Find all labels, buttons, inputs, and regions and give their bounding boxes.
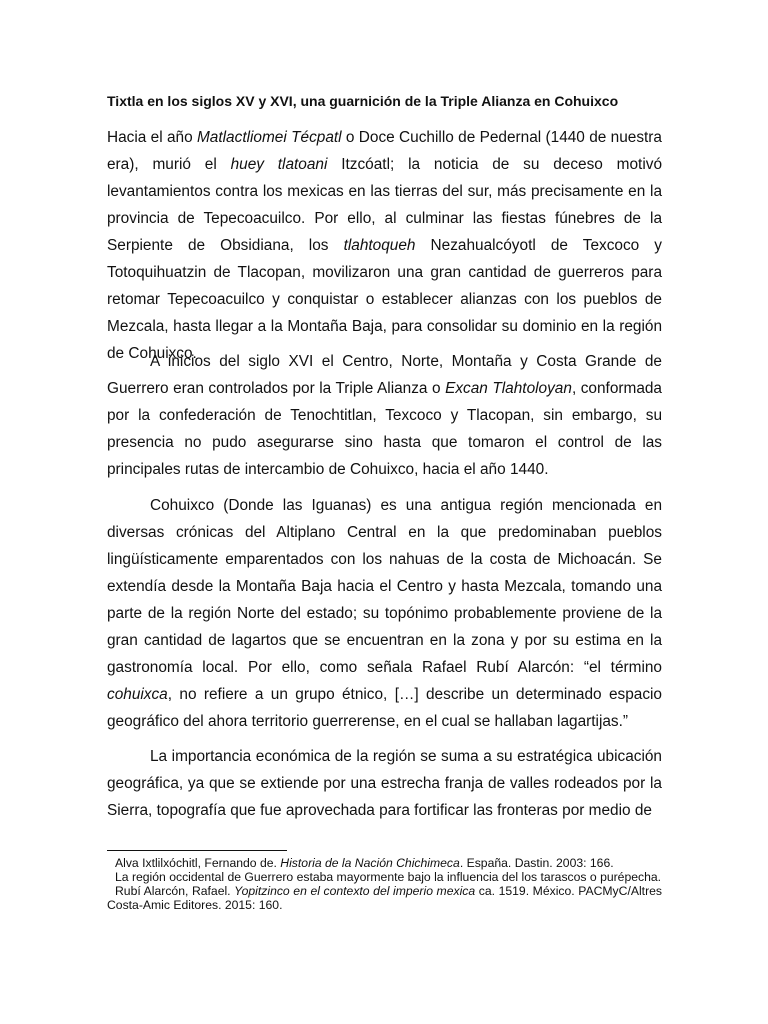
text-run: La importancia económica de la región se suma a su estratégica ubicación geográfica, ya que se extiende por una estrecha franja de valles rodeados por la Sierra, topografía que fue aprovechada para fortificar las fronteras por medio de xyxy=(107,748,662,819)
text-run: . España. Dastin. 2003: 166. xyxy=(459,856,614,870)
text-run: ca. 1519. México. PACMyC/Altres Costa-Amic Editores. 2015: 160. xyxy=(107,884,662,912)
text-run: Hacia el año xyxy=(107,129,197,146)
italic-text: huey tlatoani xyxy=(230,156,328,173)
paragraph-2 xyxy=(107,348,662,483)
footnote-divider xyxy=(107,850,287,851)
italic-text: Yopitzinco en el contexto del imperio mexica xyxy=(234,884,476,898)
text-run: Itzcóatl; la noticia de su deceso motivó levantamientos contra los mexicas en las tierras del sur, más precisamente en la provincia de Tepecoacuilco. Por ello, al culminar las fiestas fúnebres de la Serpiente de Obsidiana, los xyxy=(107,156,662,254)
text-run: , conformada por la confederación de Tenochtitlan, Texcoco y Tlacopan, sin embargo, su presencia no pudo asegurarse sino hasta que tomaron el control de las principales rutas de intercambio de Cohuixco, hacia el año 1440. xyxy=(107,380,662,478)
italic-text: Excan Tlahtoloyan xyxy=(445,380,572,397)
italic-text: tlahtoqueh xyxy=(343,237,416,254)
footnote-3 xyxy=(107,884,662,912)
italic-text: Matlactliomei Técpatl xyxy=(196,129,342,146)
footnotes xyxy=(107,856,662,912)
text-run: Alva Ixtlilxóchitl, Fernando de. xyxy=(115,856,281,870)
italic-text: cohuixca xyxy=(107,686,168,703)
document-title: Tixtla en los siglos XV y XVI, una guarnición de la Triple Alianza en Cohuixco xyxy=(107,93,619,109)
text-run: Nezahualcóyotl de Texcoco y Totoquihuatzin de Tlacopan, movilizaron una gran cantidad de guerreros para retomar Tepecoacuilco y conquistar o establecer alianzas con los pueblos de Mezcala, hasta llegar a la Montaña Baja, para consolidar su dominio en la región de Cohuixco. xyxy=(107,237,662,362)
paragraph-4 xyxy=(107,743,662,824)
paragraph-3 xyxy=(107,492,662,735)
italic-text: Historia de la Nación Chichimeca xyxy=(280,856,460,870)
text-run: , no refiere a un grupo étnico, […] describe un determinado espacio geográfico del ahora territorio guerrerense, en el cual se hallaban lagartijas.” xyxy=(107,686,662,730)
footnote-1 xyxy=(107,856,662,870)
text-run: Cohuixco (Donde las Iguanas) es una antigua región mencionada en diversas crónicas del Altiplano Central en la que predominaban pueblos lingüísticamente emparentados con los nahuas de la costa de Michoacán. Se extendía desde la Montaña Baja hacia el Centro y hasta Mezcala, tomando una parte de la región Norte del estado; su topónimo probablemente proviene de la gran cantidad de lagartos que se encuentran en la zona y por su estima en la gastronomía local. Por ello, como señala Rafael Rubí Alarcón: “el término xyxy=(107,497,662,676)
paragraph-1 xyxy=(107,124,662,367)
text-run: Rubí Alarcón, Rafael. xyxy=(115,884,235,898)
text-run: La región occidental de Guerrero estaba mayormente bajo la influencia del los tarascos o purépecha. xyxy=(115,870,662,884)
text-run: o Doce Cuchillo de Pedernal (1440 de nuestra era), murió el xyxy=(107,129,662,173)
footnote-2 xyxy=(107,870,662,884)
text-run: A inicios del siglo XVI el Centro, Norte, Montaña y Costa Grande de Guerrero eran controlados por la Triple Alianza o xyxy=(107,353,662,397)
